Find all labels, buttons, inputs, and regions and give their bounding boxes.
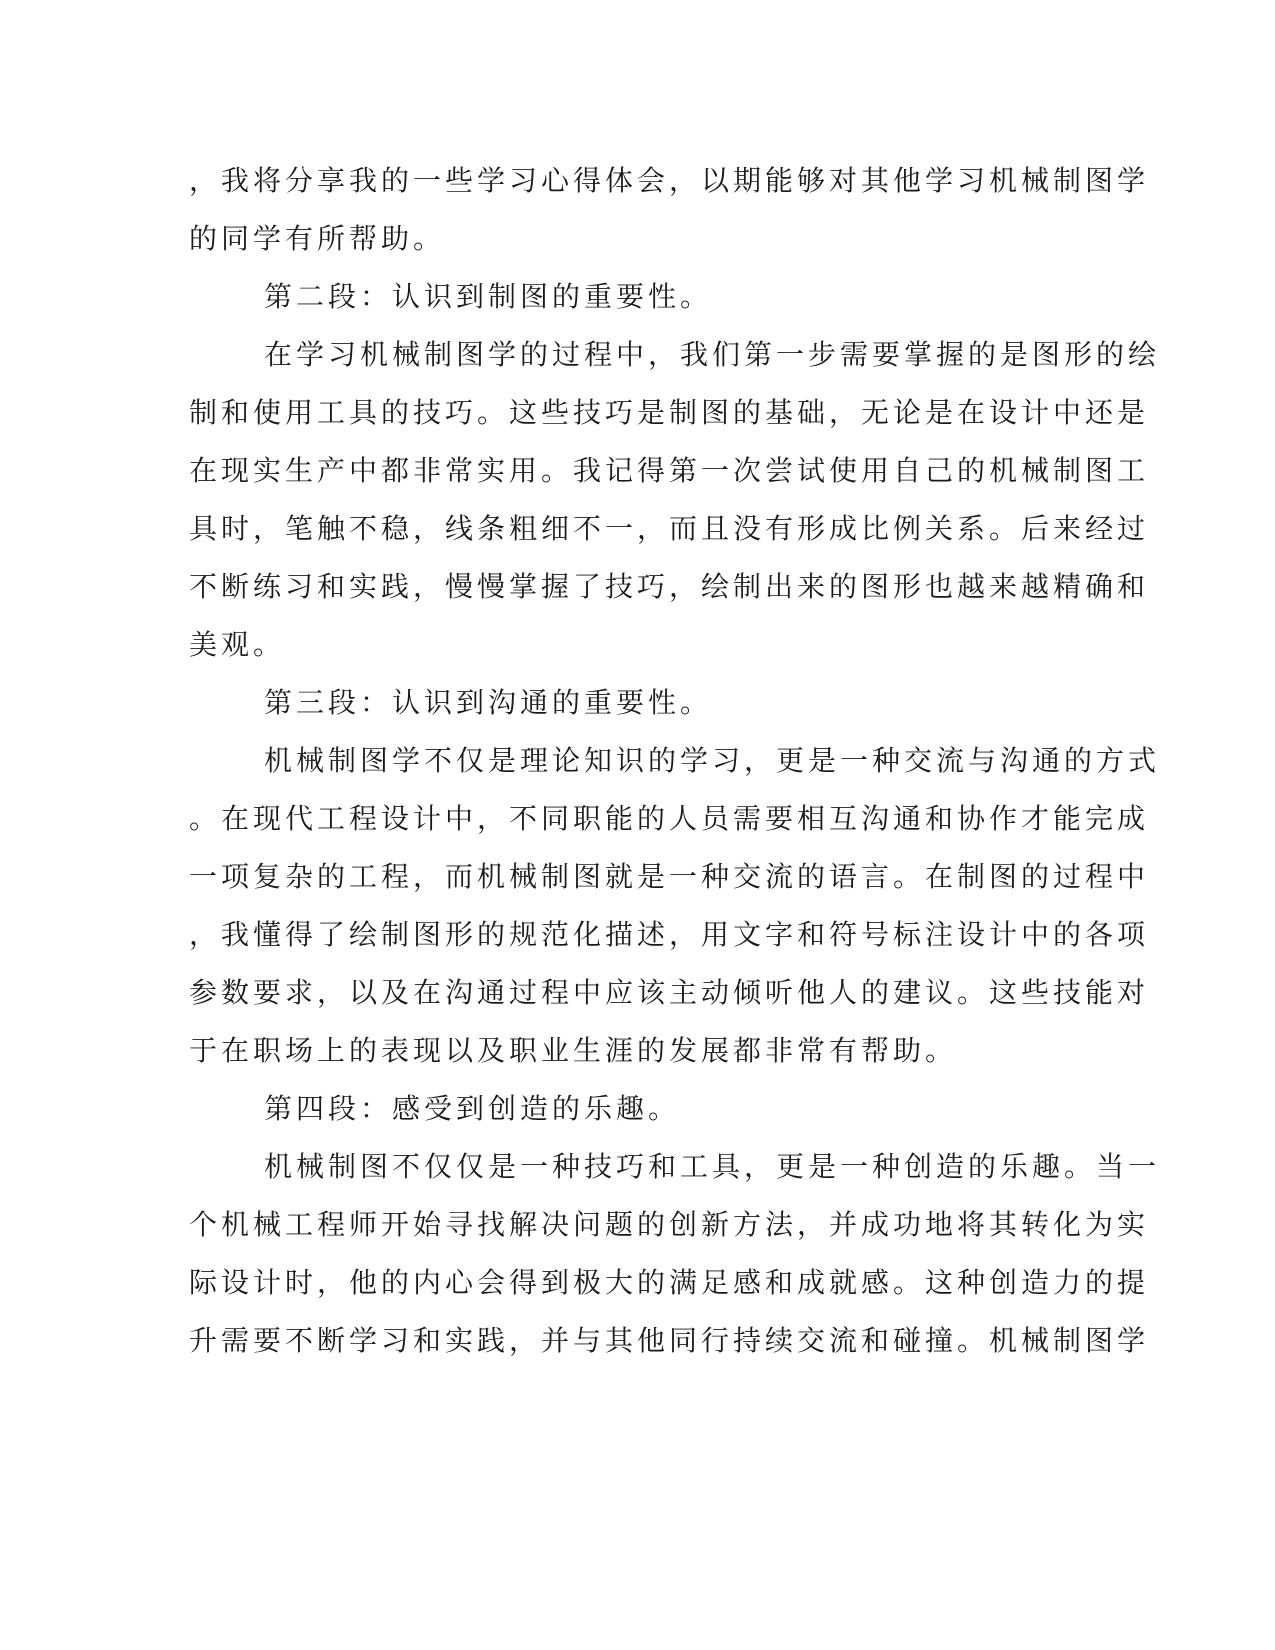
- section-heading: 第三段：认识到沟通的重要性。: [264, 686, 713, 719]
- text-line: 在学习机械制图学的过程中，我们第一步需要掌握的是图形的绘: [264, 338, 1161, 371]
- text-line: 一项复杂的工程，而机械制图就是一种交流的语言。在制图的过程中: [189, 860, 1150, 893]
- section-heading: 第四段：感受到创造的乐趣。: [264, 1092, 681, 1125]
- text-line: 际设计时，他的内心会得到极大的满足感和成就感。这种创造力的提: [189, 1266, 1150, 1299]
- text-line: 升需要不断学习和实践，并与其他同行持续交流和碰撞。机械制图学: [189, 1324, 1150, 1357]
- text-line: 机械制图不仅仅是一种技巧和工具，更是一种创造的乐趣。当一: [264, 1150, 1161, 1183]
- text-line: ，我将分享我的一些学习心得体会，以期能够对其他学习机械制图学: [189, 164, 1150, 197]
- text-line: ，我懂得了绘制图形的规范化描述，用文字和符号标注设计中的各项: [189, 918, 1150, 951]
- text-line: 机械制图学不仅是理论知识的学习，更是一种交流与沟通的方式: [264, 744, 1161, 777]
- text-line: 制和使用工具的技巧。这些技巧是制图的基础，无论是在设计中还是: [189, 396, 1150, 429]
- section-heading: 第二段：认识到制图的重要性。: [264, 280, 713, 313]
- text-line: 。在现代工程设计中，不同职能的人员需要相互沟通和协作才能完成: [189, 802, 1150, 835]
- text-line: 在现实生产中都非常实用。我记得第一次尝试使用自己的机械制图工: [189, 454, 1150, 487]
- text-line: 参数要求，以及在沟通过程中应该主动倾听他人的建议。这些技能对: [189, 976, 1150, 1009]
- text-line: 美观。: [189, 628, 286, 661]
- text-line: 于在职场上的表现以及职业生涯的发展都非常有帮助。: [189, 1034, 958, 1067]
- text-line: 具时，笔触不稳，线条粗细不一，而且没有形成比例关系。后来经过: [189, 512, 1150, 545]
- text-line: 的同学有所帮助。: [189, 222, 446, 255]
- text-line: 个机械工程师开始寻找解决问题的创新方法，并成功地将其转化为实: [189, 1208, 1150, 1241]
- text-line: 不断练习和实践，慢慢掌握了技巧，绘制出来的图形也越来越精确和: [189, 570, 1150, 603]
